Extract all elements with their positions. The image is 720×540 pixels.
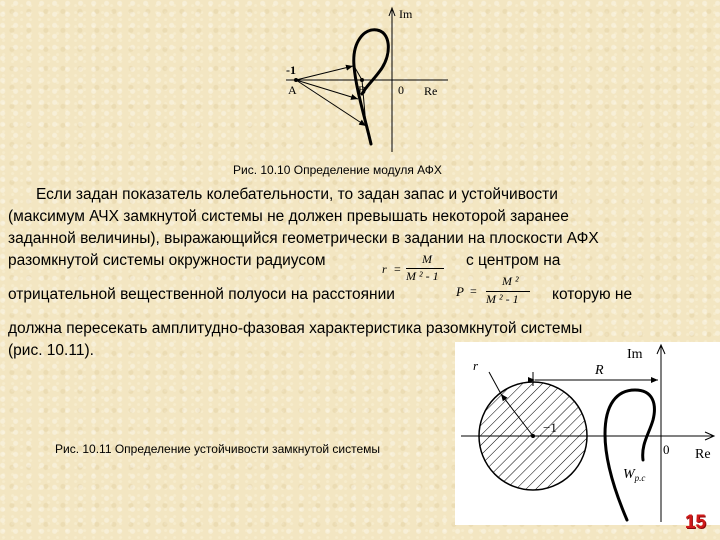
- w-label: $W_{р.с}$: [623, 467, 646, 483]
- formula-p: [456, 274, 548, 310]
- figure-10-11-diagram: [455, 342, 720, 525]
- origin-label: 0: [398, 83, 404, 97]
- paragraph-line-2: (максимум АЧХ замкнутой системы не должен превышать некоторой заранее: [8, 208, 569, 225]
- r-label: r: [473, 358, 479, 373]
- vector-line: [296, 80, 358, 99]
- point-b-label: B: [358, 83, 367, 97]
- im-label: Im: [627, 347, 643, 362]
- paragraph-line-5-end: которую не: [552, 286, 633, 303]
- paragraph-line-7: (рис. 10.11).: [8, 342, 94, 359]
- paragraph-line-4: разомкнутой системы окружности радиусом: [8, 252, 326, 269]
- figure-10-11-caption: Рис. 10.11 Определение устойчивости замкнутой системы: [55, 442, 381, 456]
- page-number: 15: [684, 512, 706, 533]
- paragraph-line-5: отрицательной вещественной полуоси на расстоянии: [8, 286, 395, 303]
- im-label: Im: [399, 7, 413, 21]
- vector-line: [296, 66, 353, 80]
- paragraph-line-1: Если задан показатель колебательности, то задан запас и устойчивости: [36, 186, 558, 203]
- formula-r-lhs: r: [382, 262, 387, 276]
- formula-p-lhs: P: [456, 284, 464, 299]
- paragraph-line-4-end: с центром на: [466, 252, 561, 269]
- formula-r-denominator: M ² - 1: [406, 269, 439, 283]
- paragraph-line-3: заданной величины), выражающийся геометрически в задании на плоскости АФХ: [8, 230, 599, 247]
- paragraph-line-6: должна пересекать амплитудно-фазовая характеристика разомкнутой системы: [8, 320, 583, 337]
- vector-line: [296, 80, 366, 126]
- formula-r-eq: =: [394, 262, 401, 276]
- formula-p-numerator: M ²: [502, 274, 519, 288]
- formula-p-denominator: M ² - 1: [486, 292, 519, 306]
- minus-one-label: -1: [286, 63, 296, 77]
- figure-10-10-caption: Рис. 10.10 Определение модуля АФХ: [233, 163, 442, 177]
- re-label: Re: [424, 84, 438, 98]
- minus-one-label: −1: [543, 420, 557, 435]
- R-label: R: [595, 363, 604, 378]
- formula-p-eq: =: [470, 284, 477, 298]
- point-a-label: A: [288, 83, 297, 97]
- origin-label: 0: [663, 442, 670, 457]
- formula-r-numerator: M: [422, 252, 432, 266]
- re-label: Re: [695, 447, 711, 462]
- figure-10-10-diagram: [282, 4, 452, 154]
